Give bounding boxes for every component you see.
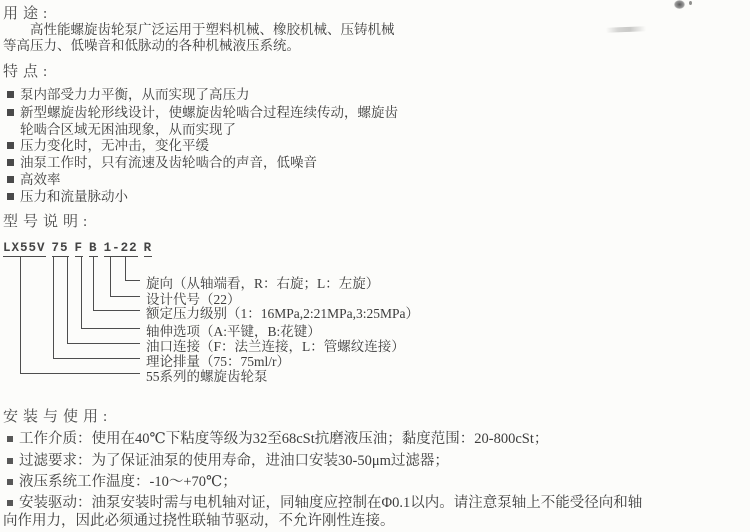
connector-line [67, 256, 68, 343]
connector-line [125, 256, 126, 280]
feature-item [7, 189, 128, 205]
connector-line [93, 256, 94, 310]
scan-artifact-smudge [606, 26, 646, 32]
connector-line [81, 328, 140, 329]
square-bullet-icon [7, 436, 13, 442]
connector-line [53, 358, 140, 359]
connector-line [20, 373, 140, 374]
install-item [7, 474, 237, 490]
square-bullet-icon [7, 91, 14, 98]
model-code [3, 238, 158, 257]
model-label-design-code: 设计代号（22） [146, 292, 241, 307]
model-code-shaft: B [89, 241, 98, 255]
install-text: 液压系统工作温度：-10～+70℃； [19, 474, 237, 490]
feature-text: 新型螺旋齿轮形线设计，使螺旋齿轮啮合过程连续传动，螺旋齿 [20, 105, 398, 120]
install-text: 安装驱动：油泵安装时需与电机轴对证，同轴度应控制在Φ0.1以内。请注意泵轴上不能受径向和轴 [19, 495, 643, 511]
square-bullet-icon [7, 159, 14, 166]
feature-text: 压力和流量脉动小 [20, 189, 128, 204]
square-bullet-icon [7, 193, 14, 200]
feature-text: 轮啮合区域无困油现象，从而实现了 [20, 122, 236, 137]
install-text: 过滤要求：为了保证油泵的使用寿命，进油口安装30-50μm过滤器； [19, 453, 449, 469]
model-label-rotation: 旋向（从轴端看，R：右旋；L：左旋） [146, 276, 380, 291]
usage-heading: 用途: [3, 6, 53, 22]
model-heading: 型号说明: [3, 214, 93, 230]
square-bullet-icon [7, 479, 13, 485]
square-bullet-icon [7, 458, 13, 464]
model-label-series: 55系列的螺旋齿轮泵 [146, 369, 268, 384]
feature-item [7, 87, 250, 103]
feature-item [7, 155, 317, 171]
features-heading: 特点: [3, 64, 53, 80]
connector-line [20, 256, 21, 373]
scan-artifact-speck [674, 0, 685, 9]
feature-item [7, 105, 398, 121]
feature-text: 泵内部受力力平衡，从而实现了高压力 [20, 87, 250, 102]
install-text: 向作用力，因此必须通过挠性联轴节驱动，不允许刚性连接。 [3, 513, 395, 529]
install-text: 工作介质：使用在40℃下粘度等级为32至68cSt抗磨液压油；黏度范围：20-800cSt； [19, 431, 549, 447]
install-heading: 安装与使用: [3, 409, 113, 425]
model-label-displacement: 理论排量（75：75ml/r） [146, 354, 290, 369]
model-code-rotation: R [143, 241, 153, 255]
connector-line [81, 256, 82, 328]
connector-line [110, 296, 140, 297]
connector-line [125, 280, 140, 281]
feature-item-continuation [20, 122, 236, 138]
install-item [7, 453, 449, 469]
square-bullet-icon [7, 142, 14, 149]
model-label-port-connection: 油口连接（F：法兰连接，L：管螺纹连接） [146, 339, 405, 354]
connector-line [67, 343, 140, 344]
model-code-displacement: 75 [51, 241, 69, 255]
install-item [7, 431, 548, 447]
feature-item [7, 138, 209, 154]
scan-artifact-dot [689, 1, 692, 5]
model-code-port: F [74, 241, 84, 255]
feature-text: 高效率 [20, 172, 61, 187]
square-bullet-icon [7, 176, 14, 183]
usage-paragraph-line2: 等高压力、低噪音和低脉动的各种机械液压系统。 [3, 38, 300, 53]
feature-text: 压力变化时，无冲击，变化平缓 [20, 138, 209, 153]
model-label-shaft-option: 轴伸选项（A:平键，B:花键） [146, 324, 321, 339]
connector-line [93, 310, 140, 311]
feature-text: 油泵工作时，只有流速及齿轮啮合的声音，低噪音 [20, 155, 317, 170]
model-label-pressure-grade: 额定压力级别（1：16MPa,2:21MPa,3:25MPa） [146, 306, 420, 321]
square-bullet-icon [7, 500, 13, 506]
model-code-series: LX55V [3, 241, 46, 255]
usage-paragraph-line1: 高性能螺旋齿轮泵广泛运用于塑料机械、橡胶机械、压铸机械 [30, 22, 395, 37]
connector-line [110, 256, 111, 296]
square-bullet-icon [7, 109, 14, 116]
install-item-continuation [3, 513, 395, 529]
feature-item [7, 172, 61, 188]
model-code-pressure-design: 1-22 [103, 241, 138, 255]
install-item [7, 495, 642, 511]
connector-line [53, 256, 54, 358]
